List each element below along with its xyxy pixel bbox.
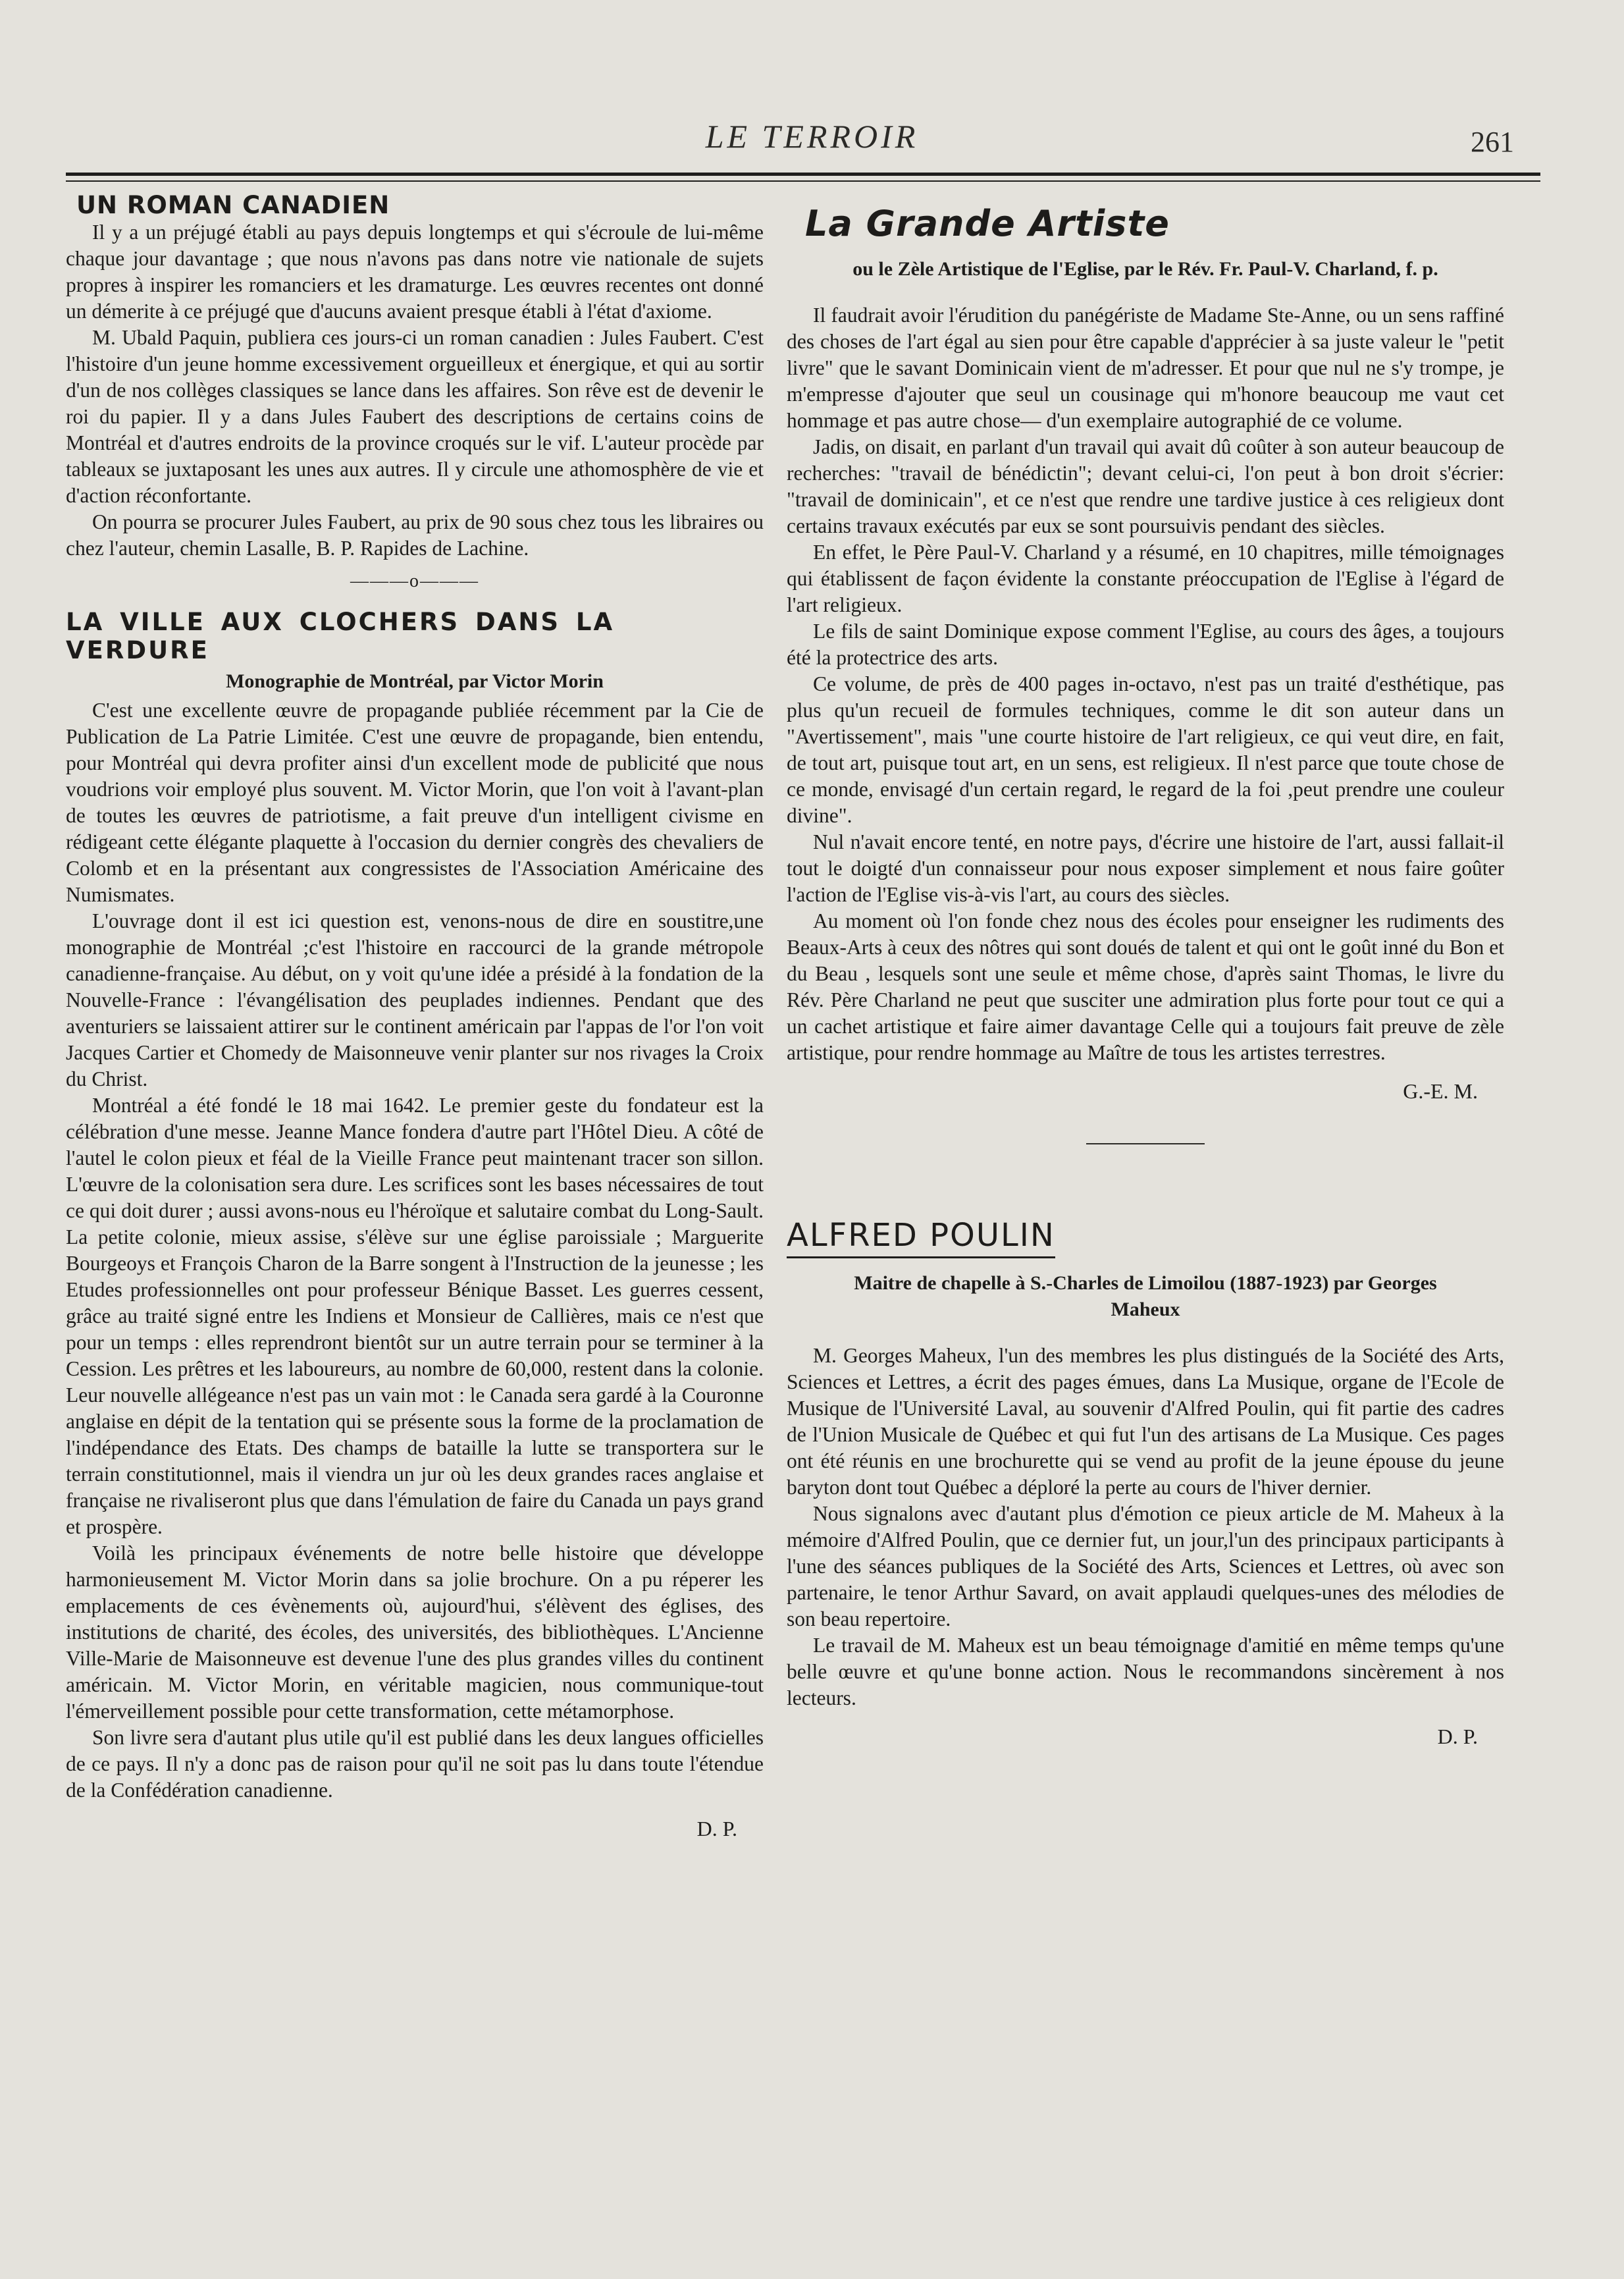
signature: D. P.	[696, 1817, 737, 1840]
paragraph: M. Georges Maheux, l'un des membres les plus distingués de la Société des Arts, Sciences et Lettres, a écrit des pages émues, dans La Musique, organe de l'Ecole de Musique de l'Université Laval, au souvenir d'Alfred Poulin, qui fit partie des cadres de l'Union Musicale de Québec et qui fut l'un des artisans de La Musique. Ces pages ont été réunis en une brochurette qui se vend au profit de la jeune épouse du jeune baryton dont tout Québec a déploré la perte au cours de l'hiver dernier.	[787, 1344, 1504, 1499]
paragraph: C'est une excellente œuvre de propagande publiée récemment par la Cie de Publication de La Patrie Limitée. C'est une œuvre de propagande, bien entendu, pour Montréal qui devra profiter ainsi d'un excellent mode de publicité que nous voudrions voir employé plus souvent. M. Victor Morin, que l'on voit à l'avant-plan de toutes les œuvres de patriotisme, a fait preuve d'un intelligent civisme en rédigeant cette élégante plaquette à l'occasion du dernier congrès des chevaliers de Colomb et en la présentant aux congressistes de l'Association Américaine des Numismates.	[66, 699, 764, 906]
article-title: ALFRED POULIN	[787, 1217, 1055, 1258]
header-rule-thin	[66, 180, 1540, 182]
paragraph: En effet, le Père Paul-V. Charland y a résumé, en 10 chapitres, mille témoignages qui établissent de façon évidente la constante préoccupation de l'Eglise à l'égard de l'art religieux.	[787, 541, 1504, 616]
paragraph: Au moment où l'on fonde chez nous des écoles pour enseigner les rudiments des Beaux-Arts à ceux des nôtres qui sont doués de talent et qui ont le goût inné du Bon et du Beau , lesquels sont une seule et même chose, d'après saint Thomas, le livre du Rév. Père Charland ne peut que susciter une admiration plus forte pour tout ce qui a un cachet artistique et faire aimer davantage Celle qui a toujours fait preuve de zèle artistique, pour rendre hommage au Maître de tous les artistes terrestres.	[787, 909, 1504, 1064]
article-body	[66, 697, 764, 1804]
section-separator: ———o———	[350, 571, 479, 591]
paragraph: Ce volume, de près de 400 pages in-octavo, n'est pas un traité d'esthétique, pas plus qu'un recueil de formules techniques, comme le dit son auteur dans un "Avertissement", mais "une courte histoire de l'art religieux, ce qui veut dire, en fait, de tout art, puisque tout art, en un sens, est religieux. Il n'est parce que toute chose de ce monde, envisagé d'un certain regard, le regard de la foi ,peut prendre une couleur divine".	[787, 672, 1504, 827]
paragraph: Montréal a été fondé le 18 mai 1642. Le premier geste du fondateur est la célébration d'une messe. Jeanne Mance fondera d'autre part l'Hôtel Dieu. A côté de l'autel le colon pieux et féal de la Vieille France peut maintenant tracer son sillon. L'œuvre de la colonisation sera dure. Les scrifices sont les bases nécessaires de tout ce qui doit durer ; aussi avons-nous eu l'héroïque et salutaire combat du Long-Sault. La petite colonie, mieux assise, s'élève sur une église paroissiale ; Marguerite Bourgeoys et François Charon de la Barre songent à l'Instruction de la jeunesse ; les Etudes professionnelles ont pour professeur Bénique Basset. Les guerres cessent, grâce au traité signé entre les Indiens et Monsieur de Callières, mais ce n'est que pour un temps : elles reprendront bientôt sur un autre terrain pour se terminer à la Cession. Les prêtres et les laboureurs, au nombre de 60,000, restent dans la colonie. Leur nouvelle allégeance n'est pas un vain mot : le Canada sera gardé à la Couronne anglaise en dépit de la tentation qui se présente sous la forme de la proclamation de l'indépendance des Etats. Des champs de bataille la lutte se transportera sur le terrain constitutionnel, mais il viendra un jur où les deux grandes races anglaise et française ne rivaliseront plus que dans l'émulation de faire du Canada un pays grand et prospère.	[66, 1094, 764, 1538]
article-body	[66, 219, 764, 562]
article-title: UN ROMAN CANADIEN	[76, 191, 390, 219]
paragraph: Il y a un préjugé établi au pays depuis longtemps et qui s'écroule de lui-même chaque jour davantage ; que nous n'avons pas dans notre vie nationale de sujets propres à inspirer les romanciers et les dramaturge. Les œuvres recentes ont donné un démerite à ce préjugé que d'aucuns avaient presque établi à l'état d'axiome.	[66, 221, 764, 323]
article-body	[787, 1343, 1504, 1711]
left-column	[66, 191, 764, 1841]
page-number: 261	[1471, 126, 1514, 158]
paragraph: Il faudrait avoir l'érudition du panégériste de Madame Ste-Anne, ou un sens raffiné des choses de l'art égal au sien pour être capable d'apprécier à sa juste valeur le "petit livre" que le savant Dominicain vient de m'adresser. Et pour que nul ne s'y trompe, je m'empresse d'ajouter que seul un cousinage qui m'honore beaucoup me vaut cet hommage et pas autre chose— d'un exemplaire autographié de ce volume.	[787, 304, 1504, 432]
article-subtitle: ou le Zèle Artistique de l'Eglise, par le Rév. Fr. Paul-V. Charland, f. p.	[852, 258, 1438, 280]
article-subtitle: Monographie de Montréal, par Victor Morin	[226, 670, 604, 692]
header-rule-thick	[66, 173, 1540, 176]
article-roman-canadien	[66, 191, 764, 592]
paragraph: Jadis, on disait, en parlant d'un travail qui avait dû coûter à son auteur beaucoup de recherches: "travail de bénédictin"; devant celui-ci, l'on peut à bon droit s'écrier: "travail de dominicain", et ce n'est que rendre une tardive justice à ces religieux dont certains travaux exécutés par eux se sont poursuivis pendant des siècles.	[787, 435, 1504, 537]
article-title: La Grande Artiste	[805, 203, 1170, 244]
paragraph: L'ouvrage dont il est ici question est, venons-nous de dire en soustitre,une monographie de Montréal ;c'est l'histoire en raccourci de la grande métropole canadienne-française. Au début, on y voit qu'une idée a présidé à la fondation de la Nouvelle-France : l'évangélisation des peuplades indiennes. Pendant que des aventuriers se laissaient attirer sur le continent américain par l'appas de l'or l'on voit Jacques Cartier et Chomedy de Maisonneuve venir planter sur nos rivages la Croix du Christ.	[66, 909, 764, 1090]
article-ville-aux-clochers	[66, 608, 764, 1841]
signature: D. P.	[1437, 1725, 1478, 1748]
paragraph: M. Ubald Paquin, publiera ces jours-ci un roman canadien : Jules Faubert. C'est l'histoire d'un jeune homme excessivement orgueilleux et énergique, et qui au sortir d'un de nos collèges classiques se lance dans les affaires. Son rêve est de devenir le roi du papier. Il y a dans Jules Faubert des descriptions de certains coins de Montréal et d'autres endroits de la province croqués sur le vif. L'auteur procède par tableaux se juxtaposant les unes aux autres. Il y circule une athomosphère de vie et d'action réconfortante.	[66, 326, 764, 507]
paragraph: Le travail de M. Maheux est un beau témoignage d'amitié en même temps qu'une belle œuvre et qu'une bonne action. Nous le recommandons sincèrement à nos lecteurs.	[787, 1634, 1504, 1709]
article-alfred-poulin	[787, 1217, 1504, 1749]
right-column	[787, 191, 1504, 1749]
paragraph: Voilà les principaux événements de notre belle histoire que développe harmonieusement M. Victor Morin dans sa jolie brochure. On a pu réperer les emplacements de ces évènements où, aujourd'hui, s'élèvent des églises, des institutions de charité, des écoles, des universités, des bibliothèques. L'Ancienne Ville-Marie de Maisonneuve est devenue l'une des plus grandes villes du continent américain. M. Victor Morin, en véritable magicien, nous communique-tout l'émerveillement possible pour cette transformation, cette métamorphose.	[66, 1542, 764, 1723]
article-subtitle: Maitre de chapelle à S.-Charles de Limoilou (1887-1923) par Georges Maheux	[854, 1272, 1437, 1320]
article-body	[787, 302, 1504, 1066]
paragraph: Nul n'avait encore tenté, en notre pays, d'écrire une histoire de l'art, aussi fallait-il tout le doigté d'un connaisseur pour nous exposer simplement et nous faire goûter l'action de l'Eglise vis-à-vis l'art, au cours des siècles.	[787, 830, 1504, 906]
paragraph: Nous signalons avec d'autant plus d'émotion ce pieux article de M. Maheux à la mémoire d'Alfred Poulin, que ce dernier fut, un jour,l'un des principaux participants à l'une des séances publiques de la Société des Arts, Sciences et Lettres, où avec son partenaire, le tenor Arthur Savard, on avait applaudi quelques-unes des mélodies de son beau repertoire.	[787, 1502, 1504, 1630]
article-grande-artiste	[787, 203, 1504, 1104]
article-title: LA VILLE AUX CLOCHERS DANS LA VERDURE	[66, 608, 615, 664]
section-divider	[1086, 1143, 1205, 1144]
paragraph: Son livre sera d'autant plus utile qu'il est publié dans les deux langues officielles de ce pays. Il n'y a donc pas de raison pour qu'il ne soit pas lu dans toute l'étendue de la Confédération canadienne.	[66, 1726, 764, 1802]
running-title: LE TERROIR	[705, 118, 919, 155]
signature: G.-E. M.	[1403, 1079, 1478, 1103]
paragraph: Le fils de saint Dominique expose comment l'Eglise, au cours des âges, a toujours été la protectrice des arts.	[787, 620, 1504, 669]
paragraph: On pourra se procurer Jules Faubert, au prix de 90 sous chez tous les libraires ou chez l'auteur, chemin Lasalle, B. P. Rapides de Lachine.	[66, 510, 764, 560]
